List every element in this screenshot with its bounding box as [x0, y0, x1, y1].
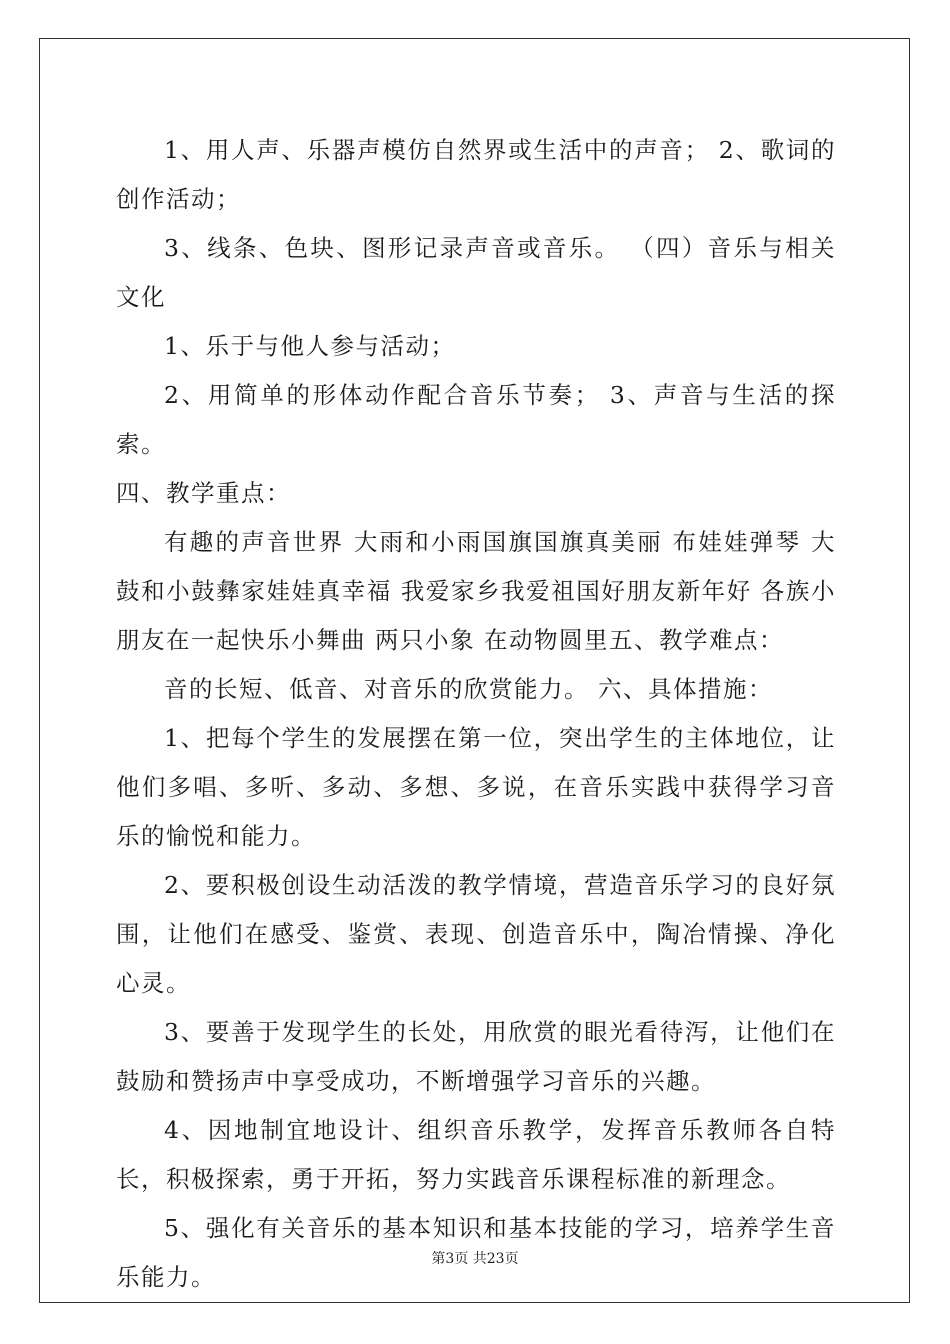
paragraph: 4、因地制宜地设计、组织音乐教学，发挥音乐教师各自特长，积极探索，勇于开拓，努力实践音乐课程标准的新理念。 [116, 1116, 836, 1193]
document-body [116, 126, 836, 1302]
page-number-footer: 第3页 共23页 [431, 1251, 519, 1267]
section-heading: 四、教学重点： [116, 479, 291, 507]
paragraph: 3、要善于发现学生的长处，用欣赏的眼光看待泻，让他们在鼓励和赞扬声中享受成功，不断增强学习音乐的兴趣。 [116, 1018, 836, 1095]
paragraph: 1、乐于与他人参与活动； [164, 332, 456, 360]
paragraph: 3、线条、色块、图形记录声音或音乐。 （四）音乐与相关文化 [116, 234, 836, 311]
paragraph: 有趣的声音世界 大雨和小雨国旗国旗真美丽 布娃娃弹琴 大鼓和小鼓彝家娃娃真幸福 我爱家乡我爱祖国好朋友新年好 各族小朋友在一起快乐小舞曲 两只小象 在动物圆里五、教学难点： [116, 528, 836, 654]
paragraph: 5、强化有关音乐的基本知识和基本技能的学习，培养学生音乐能力。 [116, 1214, 836, 1291]
paragraph: 音的长短、低音、对音乐的欣赏能力。 六、具体措施： [164, 675, 773, 703]
paragraph: 2、要积极创设生动活泼的教学情境，营造音乐学习的良好氛围，让他们在感受、鉴赏、表现、创造音乐中，陶冶情操、净化心灵。 [116, 871, 836, 997]
paragraph: 2、用简单的形体动作配合音乐节奏； 3、声音与生活的探索。 [116, 381, 836, 458]
paragraph: 1、把每个学生的发展摆在第一位，突出学生的主体地位，让他们多唱、多听、多动、多想、多说，在音乐实践中获得学习音乐的愉悦和能力。 [116, 724, 836, 850]
paragraph: 1、用人声、乐器声模仿自然界或生活中的声音； 2、歌词的创作活动； [116, 136, 836, 213]
